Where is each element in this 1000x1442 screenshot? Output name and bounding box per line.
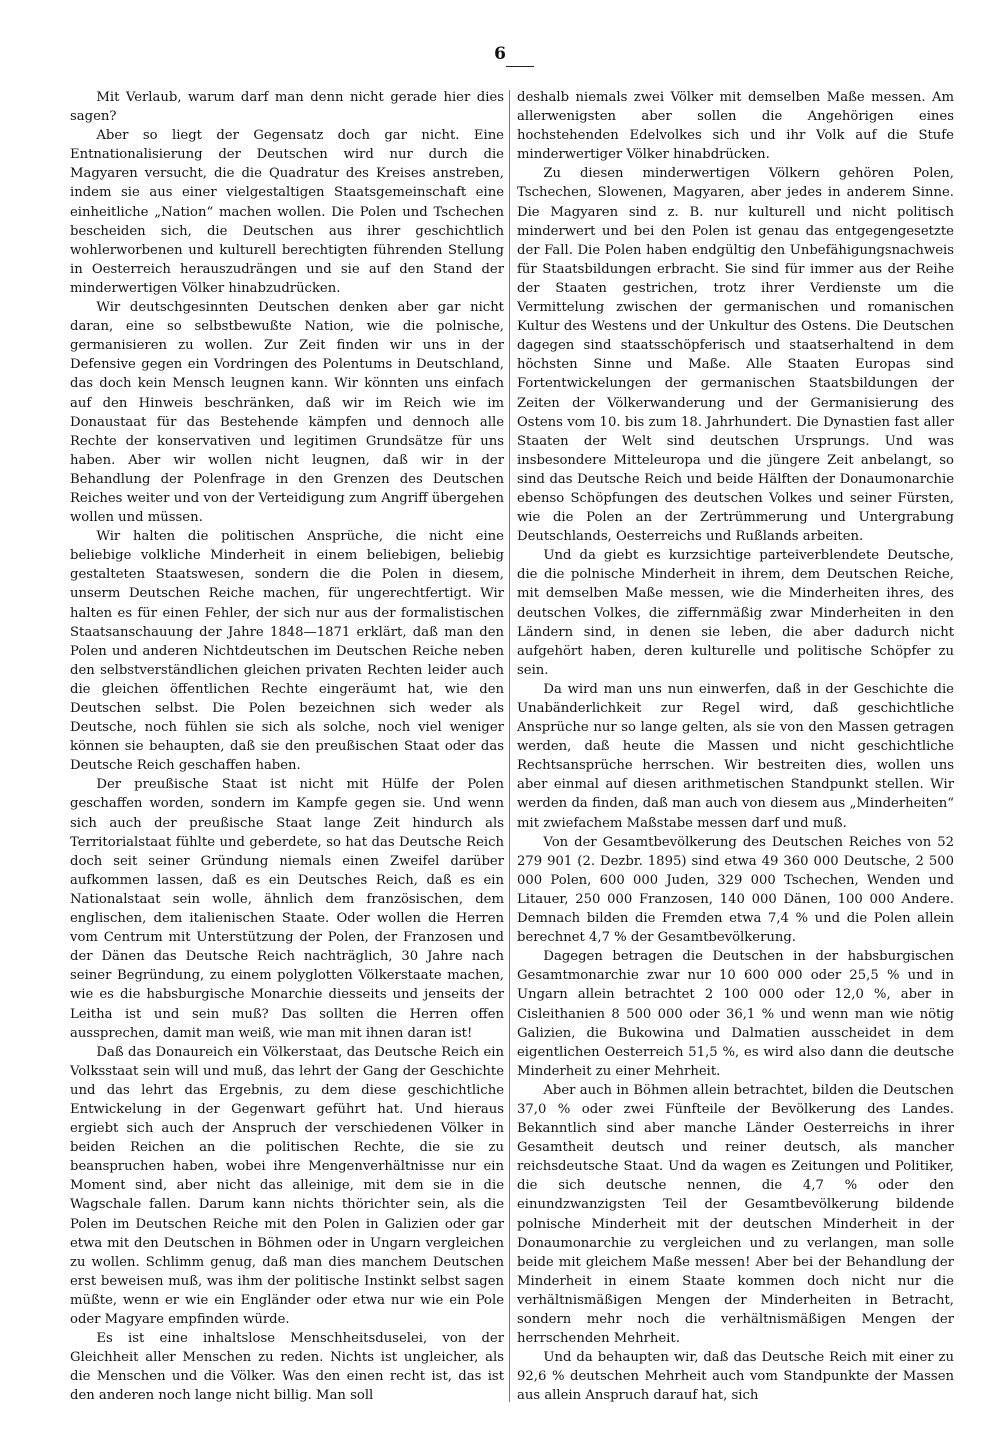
left-column xyxy=(70,88,504,1406)
header-rule xyxy=(506,66,534,67)
column-divider xyxy=(509,90,510,1402)
right-column xyxy=(517,88,954,1406)
paragraph: Zu diesen minderwertigen Völkern gehören Polen, Tschechen, Slowenen, Magyaren, aber jedes in anderem Sinne. Die Magyaren sind z. B. nur kulturell und nicht politisch minderwert und bei den Polen ist genau das entgegengesetzte der Fall. Die Polen haben endgültig den Unbefähigungsnachweis für Staatsbildungen erbracht. Sie sind für immer aus der Reihe der Staaten gestrichen, trotz ihrer Verdienste um die Vermittelung zwischen der germanischen und romanischen Kultur des Westens und der Unkultur des Ostens. Die Deutschen dagegen sind staatsschöpferisch und staatserhaltend in dem höchsten Sinne und Maße. Alle Staaten Europas sind Fortentwickelungen der germanischen Staatsbildungen der Zeiten der Völkerwanderung und der Germanisierung des Ostens vom 10. bis zum 18. Jahrhundert. Die Dynastien fast aller Staaten der Welt sind deutschen Ursprungs. Und was insbesondere Mitteleuropa und die jüngere Zeit anbelangt, so sind das Deutsche Reich und beide Hälften der Donaumonarchie ebenso Schöpfungen des deutschen Volkes und seiner Fürsten, wie die Polen an der Zertrümmerung und Untergrabung Deutschlands, Oesterreichs und Rußlands arbeiten. xyxy=(517,166,954,545)
paragraph: Und da giebt es kurzsichtige parteiverblendete Deutsche, die die polnische Minderheit in ihrem, dem Deutschen Reiche, mit demselben Maße messen, wie die Minderheiten ihres, des deutschen Volkes, die ziffernmäßig zwar Minderheiten in den Ländern sind, in denen sie leben, die aber dadurch nicht aufgehört haben, deren kulturelle und politische Schöpfer zu sein. xyxy=(517,548,954,678)
paragraph: Dagegen betragen die Deutschen in der habsburgischen Gesamtmonarchie zwar nur 10 600 000 oder 25,5 % und in Ungarn allein betrachtet 2 100 000 oder 12,0 %, aber in Cisleithanien 8 500 000 oder 36,1 % und wenn man wie nötig Galizien, die Bukowina und Dalmatien ausscheidet in dem eigentlichen Oesterreich 51,5 %, es wird also dann die deutsche Minderheit zu einer Mehrheit. xyxy=(517,949,954,1079)
paragraph: Wir deutschgesinnten Deutschen denken aber gar nicht daran, eine so selbstbewußte Nation, wie die polnische, germanisieren zu wollen. Zur Zeit finden wir uns in der Defensive gegen ein Vordringen des Polentums in Deutschland, das doch kein Mensch leugnen kann. Wir könnten uns einfach auf den Hinweis beschränken, daß wir im Reich wie im Donaustaat für das Bestehende kämpfen und dennoch alle Rechte der konservativen und legitimen Grundsätze für uns haben. Aber wir wollen nicht leugnen, daß wir in der Behandlung der Polenfrage in den Grenzen des Deutschen Reiches weiter und von der Verteidigung zum Angriff übergehen wollen und müssen. xyxy=(70,300,504,526)
paragraph: Und da behaupten wir, daß das Deutsche Reich mit einer zu 92,6 % deutschen Mehrheit auch vom Standpunkte der Massen aus allein Anspruch darauf hat, sich xyxy=(517,1350,954,1404)
paragraph: Da wird man uns nun einwerfen, daß in der Geschichte die Unabänderlichkeit zur Regel wird, daß geschichtliche Ansprüche nur so lange gelten, als sie von den Massen getragen werden, daß heute die Massen und nicht geschichtliche Rechtsansprüche herrschen. Wir bestreiten dies, wollen uns aber einmal auf diesen arithmetischen Standpunkt stellen. Wir werden da finden, daß man auch von diesem aus „Minderheiten“ mit zwiefachem Maßstabe messen darf und muß. xyxy=(517,681,954,831)
paragraph: Von der Gesamtbevölkerung des Deutschen Reiches von 52 279 901 (2. Dezbr. 1895) sind etwa 49 360 000 Deutsche, 2 500 000 Polen, 600 000 Juden, 329 000 Tschechen, Wenden und Litauer, 250 000 Franzosen, 140 000 Dänen, 100 000 Andere. Demnach bilden die Fremden etwa 7,4 % und die Polen allein berechnet 4,7 % der Gesamtbevölkerung. xyxy=(517,834,954,946)
paragraph: Der preußische Staat ist nicht mit Hülfe der Polen geschaffen worden, sondern im Kampfe gegen sie. Und wenn sich auch der preußische Staat lange Zeit hindurch als Territorialstaat fühlte und geberdete, so hat das Deutsche Reich doch seit seiner Gründung niemals einen Zweifel darüber aufkommen lassen, daß es ein Deutsches Reich, daß es ein Nationalstaat sein wolle, ähnlich dem französischen, dem englischen, dem italienischen Staate. Oder wollen die Herren vom Centrum mit Unterstützung der Polen, der Franzosen und der Dänen das Deutsche Reich nachträglich, 30 Jahre nach seiner Begründung, zu einem polyglotten Völkerstaate machen, wie es die habsburgische Monarchie diesseits und jenseits der Leitha ist und sein muß? Das sollten die Herren offen aussprechen, damit man weiß, wie man mit ihnen daran ist! xyxy=(70,777,504,1041)
paragraph: Wir halten die politischen Ansprüche, die nicht eine beliebige volkliche Minderheit in einem beliebigen, beliebig gestalteten Staatswesen, sondern die die Polen in diesem, unserm Deutschen Reiche machen, für ungerechtfertigt. Wir halten es für einen Fehler, der sich nur aus der formalistischen Staatsanschauung der Jahre 1848—1871 erklärt, daß man den Polen und anderen Nichtdeutschen im Deutschen Reiche neben den selbstverständlichen gleichen privaten Rechten leider auch die gleichen öffentlichen Rechte eingeräumt hat, wie den Deutschen selbst. Die Polen bezeichnen sich weder als Deutsche, noch fühlen sie sich als solche, noch viel weniger können sie behaupten, daß sie den preußischen Staat oder das Deutsche Reich geschaffen haben. xyxy=(70,529,504,774)
paragraph: Es ist eine inhaltslose Menschheitsduselei, von der Gleichheit aller Menschen zu reden. Nichts ist ungleicher, als die Menschen und die Völker. Was den einen recht ist, das ist den anderen noch lange nicht billig. Man soll xyxy=(70,1331,504,1404)
paragraph: Aber auch in Böhmen allein betrachtet, bilden die Deutschen 37,0 % oder zwei Fünfteile der Bevölkerung des Landes. Bekanntlich sind aber manche Länder Oesterreichs in ihrer Gesamtheit deutsch und reiner deutsch, als mancher reichsdeutsche Staat. Und da wagen es Zeitungen und Politiker, die sich deutsche nennen, die 4,7 % oder den einundzwanzigsten Teil der Gesamtbevölkerung bildende polnische Minderheit mit der deutschen Minderheit in der Donaumonarchie zu vergleichen und zu verlangen, man solle beide mit gleichem Maße messen! Aber bei der Behandlung der Minderheit in einem Staate kommen doch nicht nur die verhältnismäßigen Mengen der Minderheiten in Betracht, sondern mehr noch die verhältnismäßigen Mengen der herrschenden Mehrheit. xyxy=(517,1082,954,1347)
paragraph: Daß das Donaureich ein Völkerstaat, das Deutsche Reich ein Volksstaat sein will und muß, das lehrt der Gang der Geschichte und das lehrt das Ergebnis, zu dem diese geschichtliche Entwickelung in der Gegenwart geführt hat. Und hieraus ergiebt sich auch der Anspruch der verschiedenen Völker in beiden Reichen an die politischen Rechte, die sie zu beanspruchen haben, wobei ihre Mengenverhältnisse nur ein Moment sind, aber nicht das alleinige, mit dem sie in die Wagschale fallen. Darum kann nichts thörichter sein, als die Polen im Deutschen Reiche mit den Polen in Galizien oder gar etwa mit den Deutschen in Böhmen oder in Ungarn vergleichen zu wollen. Schlimm genug, daß man dies manchem Deutschen erst beweisen muß, was ihm der politische Instinkt selbst sagen müßte, wenn er wie ein Engländer oder etwa nur wie ein Pole oder Magyare empfinden würde. xyxy=(70,1044,504,1327)
paragraph: deshalb niemals zwei Völker mit demselben Maße messen. Am allerwenigsten aber sollen die Angehörigen eines hochstehenden Edelvolkes sich und ihr Volk auf die Stufe minderwertiger Völker hinabdrücken. xyxy=(517,90,954,163)
paragraph: Mit Verlaub, warum darf man denn nicht gerade hier dies sagen? xyxy=(70,90,504,125)
page-number: 6 xyxy=(494,44,506,64)
paragraph: Aber so liegt der Gegensatz doch gar nicht. Eine Entnationalisierung der Deutschen wird nur durch die Magyaren versucht, die die Quadratur des Kreises anstreben, indem sie aus einer vielgestaltigen Staatsgemeinschaft eine einheitliche „Nation“ machen wollen. Die Polen und Tschechen bescheiden sich, die Deutschen aus ihrer geschichtlich wohlerworbenen und kulturell berechtigten führenden Stellung in Oesterreich herauszudrängen und sie auf den Stand der minderwertigen Völker hinabzudrücken. xyxy=(70,128,504,296)
